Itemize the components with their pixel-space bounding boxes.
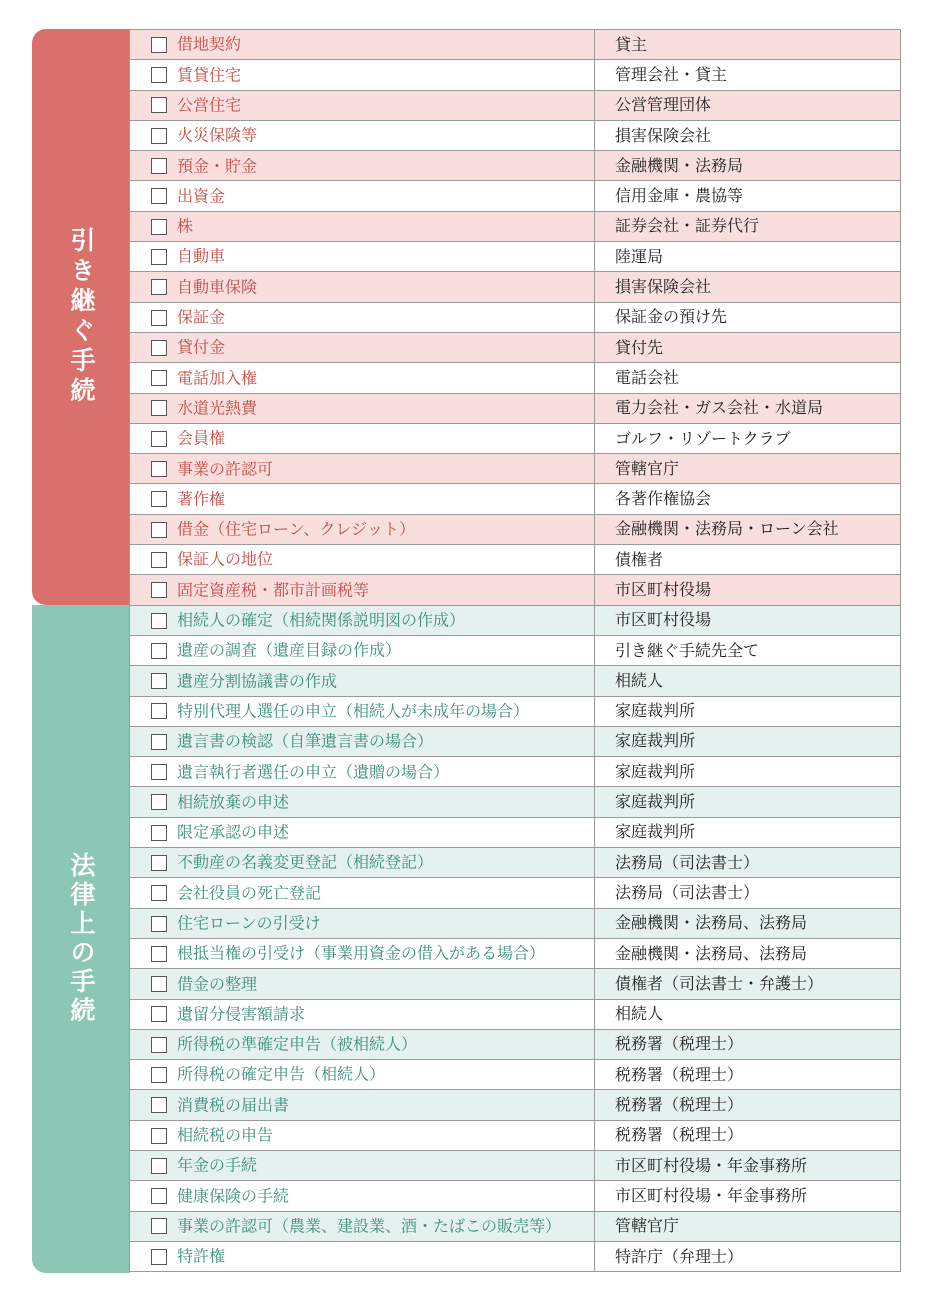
item-cell [130,393,595,423]
checkbox[interactable] [151,310,167,326]
item-cell [130,1120,595,1150]
organization-cell: 貸主 [595,30,901,60]
item-cell [130,1211,595,1241]
table-row [130,635,901,665]
checkbox[interactable] [151,916,167,932]
checkbox[interactable] [151,1097,167,1113]
section-label-inheritance [32,29,130,605]
item-label: 遺言執行者選任の申立（遺贈の場合） [177,762,450,782]
organization-cell: 保証金の預け先 [595,302,901,332]
table-row [130,605,901,635]
item-cell [130,696,595,726]
item-cell [130,90,595,120]
table-row [130,696,901,726]
checkbox[interactable] [151,643,167,659]
checkbox[interactable] [151,1218,167,1234]
organization-cell: 税務署（税理士） [595,1090,901,1120]
table-row [130,242,901,272]
item-cell [130,1241,595,1271]
item-label: 遺産の調査（遺産目録の作成） [177,640,402,660]
item-cell [130,575,595,605]
item-cell [130,787,595,817]
item-label: 事業の許認可（農業、建設業、酒・たばこの販売等） [177,1216,562,1236]
item-label: 電話加入権 [177,368,258,388]
item-label: 会社役員の死亡登記 [177,883,322,903]
checkbox[interactable] [151,946,167,962]
organization-cell: 金融機関・法務局、法務局 [595,908,901,938]
item-label: 遺言書の検認（自筆遺言書の場合） [177,731,434,751]
table-row [130,1120,901,1150]
item-label: 借金（住宅ローン、クレジット） [177,519,416,539]
organization-cell: 引き継ぐ手続先全て [595,635,901,665]
item-cell [130,545,595,575]
organization-cell: 市区町村役場 [595,605,901,635]
item-label: 固定資産税・都市計画税等 [177,580,370,600]
item-cell [130,484,595,514]
checkbox[interactable] [151,673,167,689]
item-label: 根抵当権の引受け（事業用資金の借入がある場合） [177,943,546,963]
checkbox[interactable] [151,128,167,144]
organization-cell: 電話会社 [595,363,901,393]
organization-cell: 貸付先 [595,332,901,362]
item-label: 健康保険の手続 [177,1186,290,1206]
item-label: 所得税の準確定申告（被相続人） [177,1034,418,1054]
table-row [130,302,901,332]
organization-cell: 市区町村役場 [595,575,901,605]
table-row [130,969,901,999]
item-label: 賃貸住宅 [177,65,242,85]
item-cell [130,878,595,908]
section-label-legal [32,605,130,1273]
item-cell [130,423,595,453]
item-label: 相続人の確定（相続関係説明図の作成） [177,610,466,630]
organization-cell: 税務署（税理士） [595,1029,901,1059]
item-cell [130,151,595,181]
organization-cell: 税務署（税理士） [595,1120,901,1150]
checkbox[interactable] [151,522,167,538]
table-row [130,423,901,453]
organization-cell: 家庭裁判所 [595,787,901,817]
item-label: 自動車 [177,246,226,266]
table-row [130,393,901,423]
item-label: 借金の整理 [177,974,258,994]
checkbox[interactable] [151,249,167,265]
item-cell [130,938,595,968]
table-row [130,908,901,938]
table-row [130,1029,901,1059]
item-label: 借地契約 [177,34,242,54]
item-cell [130,908,595,938]
item-cell [130,1029,595,1059]
item-label: 出資金 [177,186,226,206]
item-cell [130,817,595,847]
organization-cell: 法務局（司法書士） [595,878,901,908]
checkbox[interactable] [151,431,167,447]
item-cell [130,635,595,665]
table-row [130,454,901,484]
item-label: 著作権 [177,489,226,509]
item-label: 水道光熱費 [177,398,258,418]
table-row [130,484,901,514]
checkbox[interactable] [151,67,167,83]
table-row [130,211,901,241]
item-cell [130,757,595,787]
item-label: 限定承認の申述 [177,822,290,842]
checkbox[interactable] [151,1158,167,1174]
table-row [130,181,901,211]
item-label: 相続税の申告 [177,1125,274,1145]
item-label: 特許権 [177,1246,226,1266]
item-label: 保証人の地位 [177,549,274,569]
item-cell [130,666,595,696]
checkbox[interactable] [151,1037,167,1053]
item-cell [130,242,595,272]
table-row [130,848,901,878]
item-label: 相続放棄の申述 [177,792,290,812]
item-cell [130,181,595,211]
table-row [130,151,901,181]
item-cell [130,332,595,362]
item-cell [130,302,595,332]
checkbox[interactable] [151,491,167,507]
table-row [130,363,901,393]
item-cell [130,726,595,756]
table-row [130,817,901,847]
item-label: 預金・貯金 [177,156,258,176]
organization-cell: 各著作権協会 [595,484,901,514]
item-label: 消費税の届出書 [177,1095,290,1115]
checkbox[interactable] [151,461,167,477]
item-label: 公営住宅 [177,95,242,115]
organization-cell: 管轄官庁 [595,1211,901,1241]
organization-cell: 法務局（司法書士） [595,848,901,878]
checkbox[interactable] [151,1067,167,1083]
checkbox[interactable] [151,885,167,901]
item-cell [130,1060,595,1090]
item-cell [130,60,595,90]
item-cell [130,30,595,60]
table-row [130,120,901,150]
item-label: 株 [177,216,194,236]
item-label: 保証金 [177,307,226,327]
table-row [130,514,901,544]
organization-cell: 管理会社・貸主 [595,60,901,90]
section-title: 法律上の手続 [67,852,96,1026]
checkbox[interactable] [151,158,167,174]
organization-cell: 市区町村役場・年金事務所 [595,1181,901,1211]
checkbox[interactable] [151,794,167,810]
item-label: 特別代理人選任の申立（相続人が未成年の場合） [177,701,530,721]
item-label: 事業の許認可 [177,459,274,479]
item-label: 不動産の名義変更登記（相続登記） [177,852,434,872]
organization-cell: 市区町村役場・年金事務所 [595,1150,901,1180]
table-row [130,545,901,575]
item-cell [130,1150,595,1180]
organization-cell: 相続人 [595,999,901,1029]
checkbox[interactable] [151,1128,167,1144]
item-label: 所得税の確定申告（相続人） [177,1064,386,1084]
item-cell [130,1090,595,1120]
organization-cell: 金融機関・法務局・ローン会社 [595,514,901,544]
checkbox[interactable] [151,825,167,841]
item-cell [130,211,595,241]
checklist-table [129,29,901,1272]
table-row [130,666,901,696]
table-row [130,787,901,817]
checkbox[interactable] [151,764,167,780]
table-row [130,1181,901,1211]
table-row [130,60,901,90]
item-label: 遺産分割協議書の作成 [177,671,338,691]
checkbox[interactable] [151,370,167,386]
item-label: 火災保険等 [177,125,258,145]
organization-cell: 家庭裁判所 [595,726,901,756]
organization-cell: ゴルフ・リゾートクラブ [595,423,901,453]
checkbox[interactable] [151,855,167,871]
organization-cell: 家庭裁判所 [595,817,901,847]
table-row [130,332,901,362]
item-cell [130,120,595,150]
organization-cell: 損害保険会社 [595,272,901,302]
table-row [130,878,901,908]
item-cell [130,272,595,302]
organization-cell: 特許庁（弁理士） [595,1241,901,1271]
table-row [130,1060,901,1090]
table-row [130,1241,901,1271]
organization-cell: 証券会社・証券代行 [595,211,901,241]
checkbox[interactable] [151,976,167,992]
checkbox[interactable] [151,613,167,629]
table-row [130,30,901,60]
item-label: 年金の手続 [177,1155,258,1175]
item-cell [130,363,595,393]
checkbox[interactable] [151,279,167,295]
table-row [130,757,901,787]
organization-cell: 債権者（司法書士・弁護士） [595,969,901,999]
table-row [130,575,901,605]
organization-cell: 管轄官庁 [595,454,901,484]
organization-cell: 電力会社・ガス会社・水道局 [595,393,901,423]
checkbox[interactable] [151,37,167,53]
checkbox[interactable] [151,340,167,356]
checkbox[interactable] [151,582,167,598]
item-cell [130,454,595,484]
item-cell [130,514,595,544]
checkbox[interactable] [151,734,167,750]
table-row [130,1090,901,1120]
checkbox[interactable] [151,188,167,204]
organization-cell: 相続人 [595,666,901,696]
organization-cell: 金融機関・法務局、法務局 [595,938,901,968]
item-label: 貸付金 [177,337,226,357]
organization-cell: 税務署（税理士） [595,1060,901,1090]
organization-cell: 陸運局 [595,242,901,272]
table-row [130,999,901,1029]
table-row [130,726,901,756]
checkbox[interactable] [151,1188,167,1204]
item-cell [130,605,595,635]
checkbox[interactable] [151,97,167,113]
organization-cell: 家庭裁判所 [595,757,901,787]
organization-cell: 債権者 [595,545,901,575]
checkbox[interactable] [151,703,167,719]
organization-cell: 家庭裁判所 [595,696,901,726]
organization-cell: 金融機関・法務局 [595,151,901,181]
item-cell [130,969,595,999]
organization-cell: 公営管理団体 [595,90,901,120]
table-row [130,1211,901,1241]
checkbox[interactable] [151,219,167,235]
item-label: 自動車保険 [177,277,258,297]
checkbox[interactable] [151,400,167,416]
checkbox[interactable] [151,1249,167,1265]
item-label: 遺留分侵害額請求 [177,1004,306,1024]
table-row [130,938,901,968]
item-label: 住宅ローンの引受け [177,913,321,933]
table-row [130,90,901,120]
item-cell [130,848,595,878]
organization-cell: 損害保険会社 [595,120,901,150]
table-row [130,272,901,302]
checkbox[interactable] [151,1006,167,1022]
item-cell [130,1181,595,1211]
table-row [130,1150,901,1180]
item-cell [130,999,595,1029]
item-label: 会員権 [177,428,226,448]
checkbox[interactable] [151,552,167,568]
section-title: 引き継ぐ手続 [67,227,96,407]
organization-cell: 信用金庫・農協等 [595,181,901,211]
